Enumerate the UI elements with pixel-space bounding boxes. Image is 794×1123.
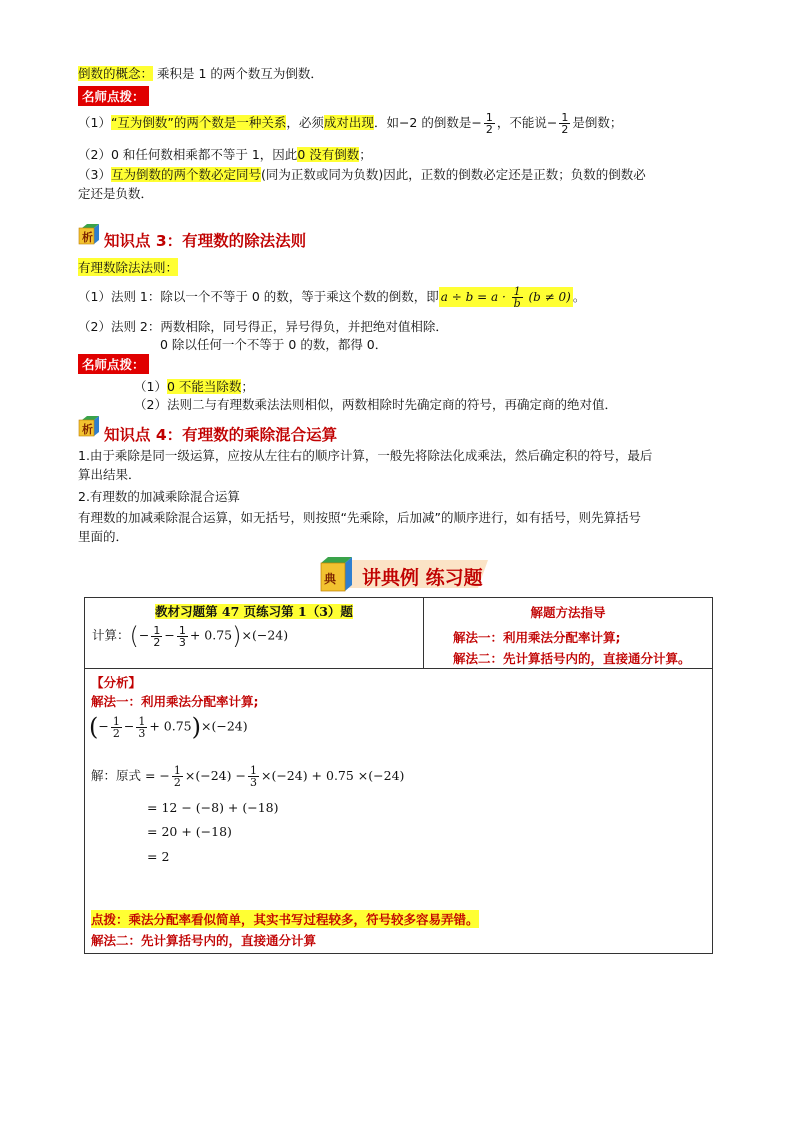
- fraction-numerator: 1: [485, 111, 493, 124]
- solution2-text: 解法二：先计算括号内的，直接通分计算: [91, 933, 317, 948]
- denominator: 2: [112, 726, 120, 740]
- tip2-highlight: 0 没有倒数: [297, 147, 360, 162]
- frac-one-half: [172, 765, 183, 788]
- tip3-highlight: 互为倒数的两个数必定同号: [110, 167, 261, 182]
- rule1-text: （1）法则 1：除以一个不等于 0 的数，等于乘这个数的倒数，即: [78, 289, 439, 304]
- method-2: 解法二：先计算括号内的，直接通分计算。: [453, 651, 691, 666]
- formula-left: a ÷ b = a ·: [440, 290, 510, 304]
- tip1-line1: [78, 112, 622, 135]
- tip2-end: ；: [359, 147, 372, 162]
- frac-one-half: [151, 625, 162, 648]
- numerator: 1: [178, 623, 186, 637]
- tip1-text-e: 是倒数；: [572, 115, 623, 130]
- denominator: 2: [173, 776, 181, 789]
- fraction-numerator: 1: [561, 111, 569, 124]
- tip3-prefix: （3）: [78, 167, 111, 182]
- expr-tail: + 0.75: [189, 627, 233, 643]
- formula-numerator: 1: [512, 286, 523, 298]
- formula-fraction: [512, 286, 523, 309]
- tip1-highlight-pair: 成对出现: [323, 115, 374, 130]
- banner-icon-char: 典: [324, 572, 337, 586]
- tip2-text: （2）0 和任何数相乘都不等于 1，因此: [78, 147, 298, 162]
- formula-condition: (b ≠ 0): [524, 290, 571, 304]
- division-formula: [439, 285, 573, 310]
- fraction-denominator: 2: [561, 123, 569, 136]
- section3-title: 知识点 3：有理数的除法法则: [104, 232, 307, 250]
- solution1-step4: = 2: [147, 849, 170, 864]
- paren-close: ): [191, 713, 201, 741]
- minus-sign: −: [123, 718, 135, 734]
- minus-sign: −: [98, 718, 109, 734]
- section4-p3: 有理数的加减乘除混合运算，如无括号，则按照“先乘除，后加减”的顺序进行，如有括号，则先算括号: [78, 510, 641, 525]
- expr-multiplier: ×(−24): [241, 627, 289, 643]
- section3-subtitle: 有理数除法法则：: [78, 260, 179, 275]
- tip2-line1: [134, 377, 254, 395]
- tip2-highlight: 0 不能当除数: [166, 379, 242, 394]
- tip2-line2: （2）法则二与有理数乘法法则相似，两数相除时先确定商的符号，再确定商的绝对值．: [134, 397, 617, 412]
- tip1-minus-2: −: [546, 115, 558, 130]
- numerator: 1: [112, 714, 120, 728]
- numerator: 1: [138, 714, 146, 728]
- solution1-title: 解法一：利用乘法分配率计算;: [91, 694, 259, 709]
- denominator: 3: [138, 726, 146, 740]
- hint-text: 点拨：乘法分配率看似简单，其实书写过程较多，符号较多容易弄错。: [91, 912, 479, 927]
- denominator: 2: [153, 635, 161, 649]
- minus-sign: −: [164, 627, 175, 643]
- frac-one-half: [111, 716, 122, 739]
- calc-label: 计算：: [92, 627, 130, 643]
- problem-expression: [86, 624, 422, 648]
- denominator: 3: [178, 635, 186, 649]
- paren-open: (: [129, 622, 139, 650]
- section4-icon-char: 析: [82, 423, 93, 436]
- solution1-step3: = 20 + (−18): [147, 824, 232, 839]
- denominator: 3: [249, 776, 257, 789]
- tip1-text-d: ，不能说: [496, 115, 547, 130]
- rule3-line: 0 除以任何一个不等于 0 的数，都得 0．: [160, 337, 388, 352]
- solution1-expression: [89, 715, 248, 739]
- fraction-denominator: 2: [485, 123, 493, 136]
- section3-icon-char: 析: [82, 231, 93, 244]
- solution1-step2: = 12 − (−8) + (−18): [147, 800, 279, 815]
- minus-sign: −: [138, 627, 150, 643]
- problem-cell: [85, 598, 424, 669]
- method-title: 解题方法指导: [530, 605, 606, 620]
- expr-multiplier: ×(−24): [201, 718, 248, 734]
- paren-close: ): [232, 622, 242, 650]
- method-cell: [424, 598, 713, 669]
- concept-line: [78, 64, 323, 82]
- banner-title: 讲典例 练习题: [362, 567, 483, 589]
- section4-p2: 2.有理数的加减乘除混合运算: [78, 489, 240, 504]
- section4-title: 知识点 4：有理数的乘除混合运算: [104, 426, 338, 444]
- frac-one-third: [177, 625, 188, 648]
- expr-tail: + 0.75: [149, 718, 192, 734]
- tip2-end: ；: [241, 379, 254, 394]
- example-table: [84, 597, 713, 954]
- concept-text: 乘积是 1 的两个数互为倒数．: [157, 66, 323, 81]
- concept-label: 倒数的概念：: [78, 66, 154, 81]
- step1-a: 解：原式 = −: [91, 768, 170, 783]
- section4-p1: 1.由于乘除是同一级运算，应按从左往右的顺序计算，一般先将除法化成乘法，然后确定积的符号，最后: [78, 448, 653, 463]
- tip-badge-2: 名师点拨：: [78, 354, 149, 374]
- fraction-half: [484, 112, 495, 135]
- analysis-label: 【分析】: [91, 675, 142, 690]
- tip1-minus: −: [471, 115, 482, 130]
- tip1-line3: [78, 165, 646, 183]
- step1-b: ×(−24) −: [184, 768, 246, 783]
- tip1-text-b: ，必须: [286, 115, 324, 130]
- problem-source: 教材习题第 47 页练习第 1（3）题: [155, 604, 353, 619]
- step1-c: ×(−24) + 0.75 ×(−24): [260, 768, 405, 783]
- tip1-highlight-relation: “互为倒数”的两个数是一种关系: [110, 115, 287, 130]
- rule1-end: 。: [572, 289, 586, 304]
- tip-badge-1: 名师点拨：: [78, 86, 149, 106]
- frac-one-third: [136, 716, 147, 739]
- paren-open: (: [89, 713, 99, 741]
- tip1-line3-cont: 定还是负数．: [78, 186, 154, 201]
- frac-one-third: [248, 765, 259, 788]
- analysis-cell: [85, 669, 713, 954]
- tip1-text-c: ．如−2 的倒数是: [373, 115, 472, 130]
- tip1-line2: [78, 145, 372, 163]
- rule2-line: （2）法则 2：两数相除，同号得正，异号得负，并把绝对值相除．: [78, 319, 448, 334]
- formula-denominator: b: [513, 297, 521, 310]
- tip2-prefix: （1）: [134, 379, 167, 394]
- section4-p1-cont: 算出结果．: [78, 467, 141, 482]
- rule1-line: [78, 286, 585, 309]
- numerator: 1: [173, 764, 181, 777]
- numerator: 1: [153, 623, 161, 637]
- method-1: 解法一：利用乘法分配率计算;: [453, 630, 621, 645]
- numerator: 1: [249, 764, 257, 777]
- tip3-text: (同为正数或同为负数)因此，正数的倒数必定还是正数；负数的倒数必: [260, 167, 646, 182]
- tip1-prefix: （1）: [78, 115, 111, 130]
- section4-p3-cont: 里面的．: [78, 529, 129, 544]
- solution1-step1: [91, 765, 404, 788]
- fraction-half-2: [559, 112, 570, 135]
